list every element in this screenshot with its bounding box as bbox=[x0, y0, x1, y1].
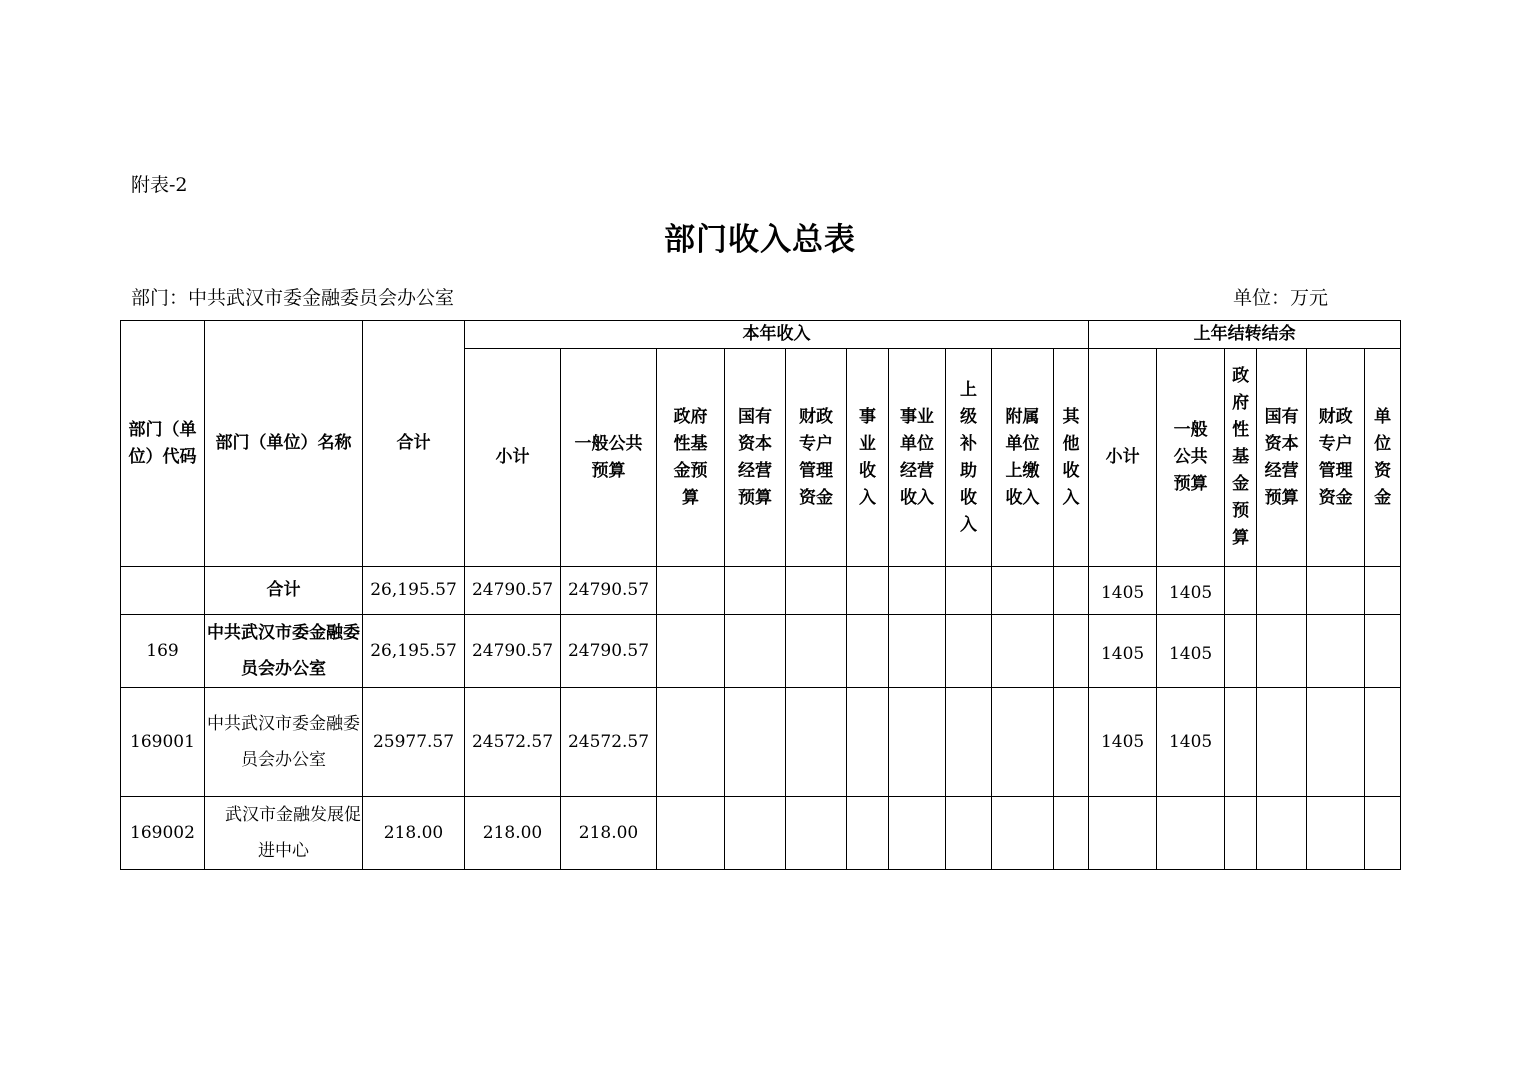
header-cur-gov-fund: 政府性基金预算 bbox=[657, 349, 725, 567]
cell-carry-general: 1405 bbox=[1157, 615, 1225, 688]
cell-name: 合计 bbox=[205, 567, 363, 615]
cell-name: 武汉市金融发展促进中心 bbox=[205, 797, 363, 870]
cell-carry-subtotal: 1405 bbox=[1089, 688, 1157, 797]
cell-total: 26,195.57 bbox=[363, 615, 465, 688]
header-name: 部门（单位）名称 bbox=[205, 321, 363, 567]
cell-general-budget: 24790.57 bbox=[561, 567, 657, 615]
header-cur-special-account: 财政专户管理资金 bbox=[786, 349, 847, 567]
cell-carry-subtotal bbox=[1089, 797, 1157, 870]
header-cur-superior-subsidy: 上级补助收入 bbox=[946, 349, 992, 567]
table-row-department bbox=[121, 615, 1401, 688]
cell-code: 169001 bbox=[121, 688, 205, 797]
annex-label: 附表-2 bbox=[131, 174, 188, 196]
table-row-total bbox=[121, 567, 1401, 615]
cell-name: 中共武汉市委金融委员会办公室 bbox=[205, 688, 363, 797]
cell-carry-general: 1405 bbox=[1157, 688, 1225, 797]
header-cur-affiliated: 附属单位上缴收入 bbox=[992, 349, 1054, 567]
table-row-unit bbox=[121, 688, 1401, 797]
cell-general-budget: 24790.57 bbox=[561, 615, 657, 688]
cell-subtotal: 24790.57 bbox=[465, 615, 561, 688]
header-carryover: 上年结转结余 bbox=[1089, 321, 1401, 349]
cell-subtotal: 24790.57 bbox=[465, 567, 561, 615]
cell-code bbox=[121, 567, 205, 615]
header-carry-unit-funds: 单位资金 bbox=[1365, 349, 1401, 567]
cell-carry-subtotal: 1405 bbox=[1089, 615, 1157, 688]
cell-total: 218.00 bbox=[363, 797, 465, 870]
table-row-unit bbox=[121, 797, 1401, 870]
cell-code: 169 bbox=[121, 615, 205, 688]
header-cur-general: 一般公共预算 bbox=[561, 349, 657, 567]
header-carry-gov-fund: 政府性基金预算 bbox=[1225, 349, 1257, 567]
header-cur-business-op: 事业单位经营收入 bbox=[889, 349, 946, 567]
cell-carry-general: 1405 bbox=[1157, 567, 1225, 615]
cell-carry-subtotal: 1405 bbox=[1089, 567, 1157, 615]
header-cur-business: 事业收入 bbox=[847, 349, 889, 567]
cell-code: 169002 bbox=[121, 797, 205, 870]
cell-name: 中共武汉市委金融委员会办公室 bbox=[205, 615, 363, 688]
cell-subtotal: 218.00 bbox=[465, 797, 561, 870]
cell-total: 25977.57 bbox=[363, 688, 465, 797]
header-cur-state-capital: 国有资本经营预算 bbox=[725, 349, 786, 567]
header-cur-other: 其他收入 bbox=[1054, 349, 1089, 567]
cell-total: 26,195.57 bbox=[363, 567, 465, 615]
header-carry-state-capital: 国有资本经营预算 bbox=[1257, 349, 1307, 567]
unit-label: 单位：万元 bbox=[1233, 287, 1329, 309]
cell-carry-general bbox=[1157, 797, 1225, 870]
page-title: 部门收入总表 bbox=[664, 222, 856, 258]
header-total: 合计 bbox=[363, 321, 465, 567]
header-current-year: 本年收入 bbox=[465, 321, 1089, 349]
header-cur-subtotal: 小计 bbox=[465, 349, 561, 567]
header-carry-special-account: 财政专户管理资金 bbox=[1307, 349, 1365, 567]
department-label: 部门：中共武汉市委金融委员会办公室 bbox=[131, 287, 455, 309]
income-table bbox=[120, 320, 1401, 870]
header-row-groups bbox=[121, 321, 1401, 349]
cell-general-budget: 24572.57 bbox=[561, 688, 657, 797]
header-carry-general: 一般公共预算 bbox=[1157, 349, 1225, 567]
header-carry-subtotal: 小计 bbox=[1089, 349, 1157, 567]
cell-subtotal: 24572.57 bbox=[465, 688, 561, 797]
cell-general-budget: 218.00 bbox=[561, 797, 657, 870]
header-code: 部门（单位）代码 bbox=[121, 321, 205, 567]
